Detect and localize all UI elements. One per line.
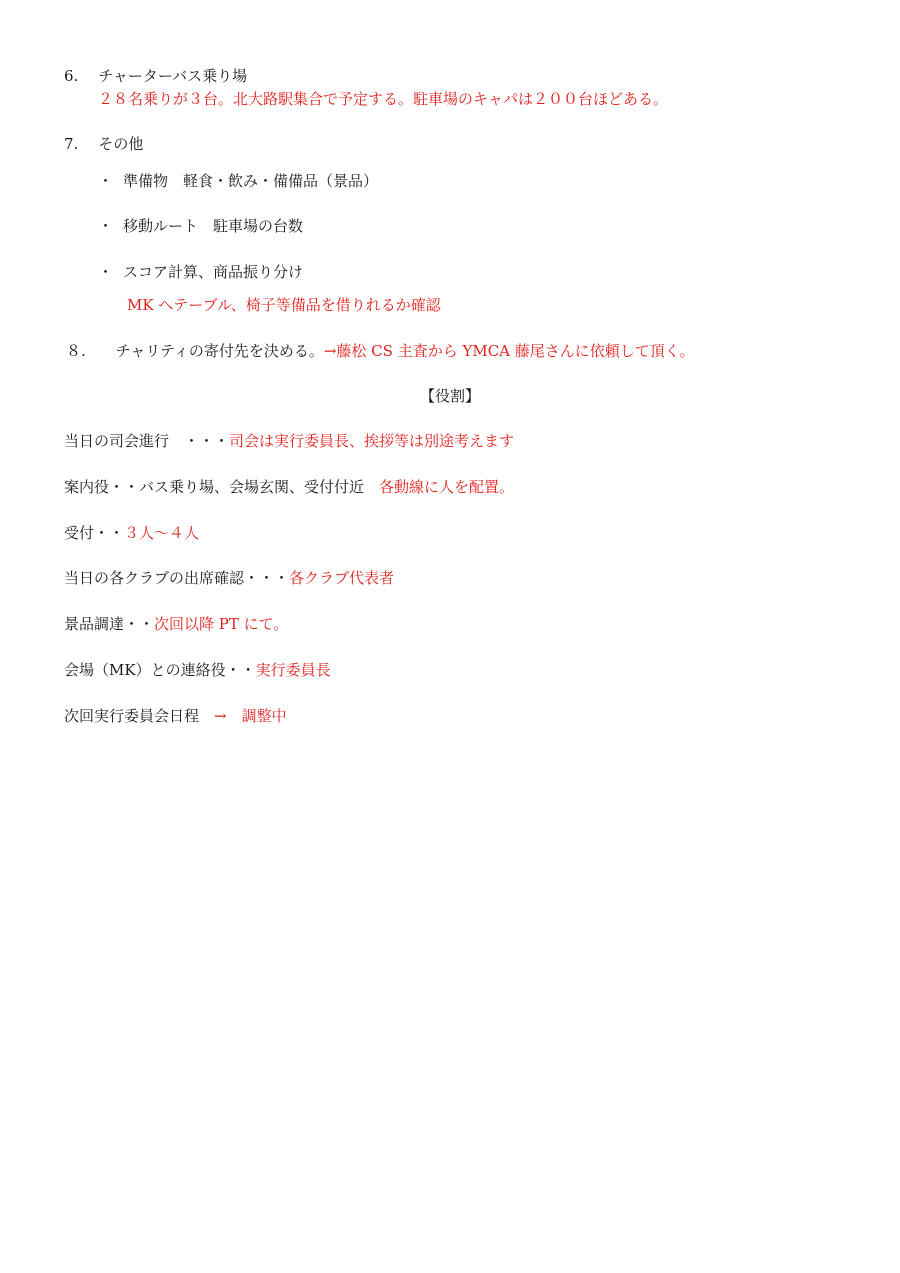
section-7-bullet-2 bbox=[98, 216, 303, 236]
section-7-heading bbox=[64, 134, 143, 154]
role-label: 次回実行委員会日程 bbox=[64, 707, 215, 725]
role-value: 各クラブ代表者 bbox=[289, 569, 395, 587]
role-value: ３人～４人 bbox=[124, 524, 200, 542]
section-7-bullet-1 bbox=[98, 171, 378, 191]
role-label: 会場（MK）との連絡役・・ bbox=[64, 661, 256, 679]
section-8-line bbox=[66, 341, 695, 361]
role-label: 案内役・・バス乗り場、会場玄関、受付付近 bbox=[64, 478, 380, 496]
bullet-text: スコア計算、商品振り分け bbox=[123, 263, 304, 281]
roles-title: 【役割】 bbox=[420, 387, 481, 405]
section-6-number: 6. bbox=[64, 67, 79, 85]
section-6-heading bbox=[64, 66, 247, 86]
section-6-title: チャーターバス乗り場 bbox=[98, 67, 248, 85]
section-7-bullet-3-note: MK へテーブル、椅子等備品を借りれるか確認 bbox=[127, 296, 441, 314]
role-item-emcee bbox=[64, 431, 514, 451]
section-7-number: 7. bbox=[64, 135, 79, 153]
bullet-mark: ・ bbox=[98, 172, 114, 190]
section-8-number: ８. bbox=[66, 342, 86, 360]
bullet-text: 準備物 軽食・飲み・備備品（景品） bbox=[123, 172, 379, 190]
role-item-next-meeting bbox=[64, 706, 287, 726]
role-value: 実行委員長 bbox=[255, 661, 331, 679]
role-item-venue-contact bbox=[64, 660, 331, 680]
bullet-text: 移動ルート 駐車場の台数 bbox=[123, 217, 304, 235]
role-label: 当日の司会進行 ・・・ bbox=[64, 432, 230, 450]
role-item-attendance bbox=[64, 568, 394, 588]
role-value: 各動線に人を配置。 bbox=[379, 478, 515, 496]
role-value: 司会は実行委員長、挨拶等は別途考えます bbox=[229, 432, 515, 450]
bullet-mark: ・ bbox=[98, 217, 114, 235]
bullet-mark: ・ bbox=[98, 263, 114, 281]
section-8-note: →藤松 CS 主査から YMCA 藤尾さんに依頼して頂く。 bbox=[323, 342, 695, 360]
role-item-guide bbox=[64, 477, 514, 497]
role-item-reception bbox=[64, 523, 199, 543]
role-item-prizes bbox=[64, 614, 288, 634]
section-7-title: その他 bbox=[98, 135, 144, 153]
section-7-bullet-3 bbox=[98, 262, 303, 282]
role-label: 景品調達・・ bbox=[64, 615, 155, 633]
section-8-text: チャリティの寄付先を決める。 bbox=[115, 342, 324, 360]
role-value: → 調整中 bbox=[214, 707, 287, 725]
role-value: 次回以降 PT にて。 bbox=[154, 615, 289, 633]
section-6-note: ２８名乗りが３台。北大路駅集合で予定する。駐車場のキャパは２００台ほどある。 bbox=[98, 90, 669, 108]
role-label: 受付・・ bbox=[64, 524, 125, 542]
role-label: 当日の各クラブの出席確認・・・ bbox=[64, 569, 290, 587]
